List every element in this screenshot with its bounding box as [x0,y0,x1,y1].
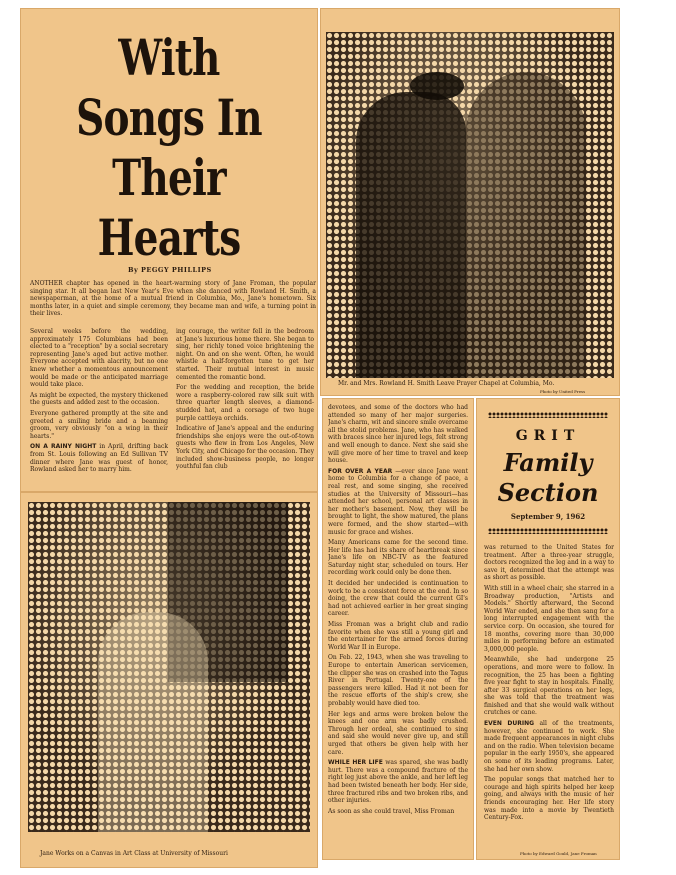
paragraph: Meanwhile, she had undergone 25 operations, and more were to follow. In recognition, the 25 has been a fighting five year fight to stay in hospitals. Finally, after 33 surgical operations on her legs, she was told that the treatment was finished and that she would walk without crutches or cane. [484,656,614,717]
person-figure [98,612,208,832]
byline: By PEGGY PHILLIPS [128,266,212,274]
subhead-paragraph [484,720,614,773]
decorative-dot-bar [488,412,608,418]
column-far-right [484,544,614,852]
column-right [328,404,468,854]
paragraph: The popular songs that matched her to courage and high spirits helped her keep going, and always with the music of her friends encouraging her. Her life story was made into a movie by Twentieth Century-Fox. [484,776,614,822]
top-photo-caption: Mr. and Mrs. Rowland H. Smith Leave Prayer Chapel at Columbia, Mo. [338,380,555,387]
subhead: ON A RAINY NIGHT [30,443,97,451]
column-middle [176,328,314,486]
decorative-dot-bar [488,528,608,534]
paragraph: With still in a wheel chair, she starred in a Broadway production, "Artists and Models." Shortly afterward, the Second World War ended, and she then sang for a long interrupted engagement with the service corp. On occasion, she toured for 18 months, covering more than 30,000 miles in performing before an estimated 3,000,000 people. [484,584,614,653]
bottom-photo-caption: Jane Works on a Canvas in Art Class at University of Missouri [40,850,228,857]
subhead-paragraph [328,468,468,536]
subhead-paragraph [30,443,168,473]
paragraph: devotees, and some of the doctors who had attended so many of her major surgeries. Jane's charm, wit and sincere smile overcame all the stolid problems. Jane, who has walked with braces since her injured legs, felt strong and well enough to dance. Next she said she will give more of her time to travel and keep house. [328,404,468,465]
paragraph: It decided her undecided is continuation to work to be a consistent force at the end. In so doing, the crew that could the current GI's had not achieved earlier in her great singing career. [328,580,468,618]
paragraph: was spared, she was badly hurt. There was a compound fracture of the right leg just above the ankle, and her left leg had been twisted beneath her body. Her side, three fractured ribs and two broken ribs, and other injuries. [328,759,468,805]
subhead: FOR OVER A YEAR [328,467,393,475]
column-left [30,280,316,318]
paragraph: Many Americans came for the second time. Her life has had its share of heartbreak since Jane's life on NBC-TV as the featured Saturday night star, scheduled on tours. Her recording work could only be done then. [328,539,468,577]
section-label: Section [497,478,599,507]
hat-shape [410,72,464,100]
subhead: WHILE HER LIFE [328,759,383,767]
paragraph: Her legs and arms were broken below the knees and one arm was badly crushed. Through her ordeal, she continued to sing and said she would never give up, and still urged that others be given help with her care. [328,710,468,756]
paragraph: Miss Froman was a bright club and radio favorite when she was still a young girl and the entertainer for the armed forces during World War II in Europe. [328,621,468,651]
paragraph: ing courage, the writer fell in the bedroom at Jane's luxurious home there. She began to sing, her richly toned voice brightening the night. On and on she went. Often, he would whistle a half-forgotten tune to get her started. Their mutual interest in music cemented the romantic bond. [176,328,314,381]
subhead-paragraph [328,759,468,805]
photo-credit: Photo by Edward Gould, Jane Froman [520,851,597,856]
bride-figure [466,72,586,378]
headline-text: With Songs In Their Hearts [76,28,262,267]
art-class-photo [28,502,310,832]
paragraph: As might be expected, the mystery thickened the guests and added zest to the occasion. [30,391,168,407]
section-date: September 9, 1962 [510,512,586,521]
paragraph: —ever since Jane went home to Columbia for a change of pace, a real rest, and some singing, she received studies at the University of Missouri—has attended her school, personal art classes in her mother's basement. Now, they will be brought to light, the show matured, the plans were formed, and the show started—with music for grace and wishes. [328,467,468,536]
paragraph: Indicative of Jane's appeal and the enduring friendships she enjoys were the out-of-town guests who flew in from Los Angeles, New York City, and Chicago for the occasion. They included show-business people, no longer youthful fan club [176,425,314,471]
paragraph: Several weeks before the wedding, approximately 175 Columbians had been elected to a "reception" by a social secretary representing Jane's aged but active mother. Everyone accepted with alacrity, but no one knew whether a momentous announcement would be made or the anticipated marriage would take place. [30,328,168,389]
paragraph: Everyone gathered promptly at the site and greeted a smiling bride and a beaming groom, very obviously "on a wing in their hearts." [30,409,168,440]
paragraph: For the wedding and reception, the bride wore a raspberry-colored raw silk suit with three quarter length sleeves, a diamond-studded hat, and a corsage of two huge purple cattleya orchids. [176,384,314,422]
paragraph: As soon as she could travel, Miss Froman [328,807,455,815]
paragraph: in April, drifting back from St. Louis following an Ed Sullivan TV dinner where Jane was guest of honor, Rowland asked her to marry him. [30,443,168,474]
subhead: EVEN DURING [484,720,535,728]
groom-figure [356,92,466,378]
top-photo-credit: Photo by United Press [540,389,586,394]
intro-paragraph: ANOTHER chapter has opened in the heart-warming story of Jane Froman, the popular singing star. It all began last New Year's Eve when she danced with Rowland H. Smith, a newspaperman, at the home of a mutual friend in Columbia, Mo., Jane's hometown. Six months later, in a quiet and simple ceremony, they became man and wife, a turning point in their lives. [30,280,316,318]
grit-label: GRIT [515,428,581,444]
paragraph: On Feb. 22, 1943, when she was traveling to Europe to entertain American servicemen, the clipper she was on crashed into the Tagus River in Portugal. Twenty-one of the passengers were killed. Had it not been for the rescue efforts of the ship's crew, she probably would have died too. [328,654,468,707]
paragraph: was returned to the United States for treatment. After a three-year struggle, doctors recognized the leg and in a way to save it, determined that the attempt was as short as possible. [484,544,614,582]
paragraph: all of the treatments, however, she continued to work. She made frequent appearances in night clubs and on the radio. When television became popular in the early 1950's, she appeared on some of its leading programs. Later, she had her own show. [484,720,614,773]
couple-photo [326,32,614,378]
column-left-lower [30,328,168,486]
family-label: Family [503,448,593,477]
headline [53,28,285,268]
